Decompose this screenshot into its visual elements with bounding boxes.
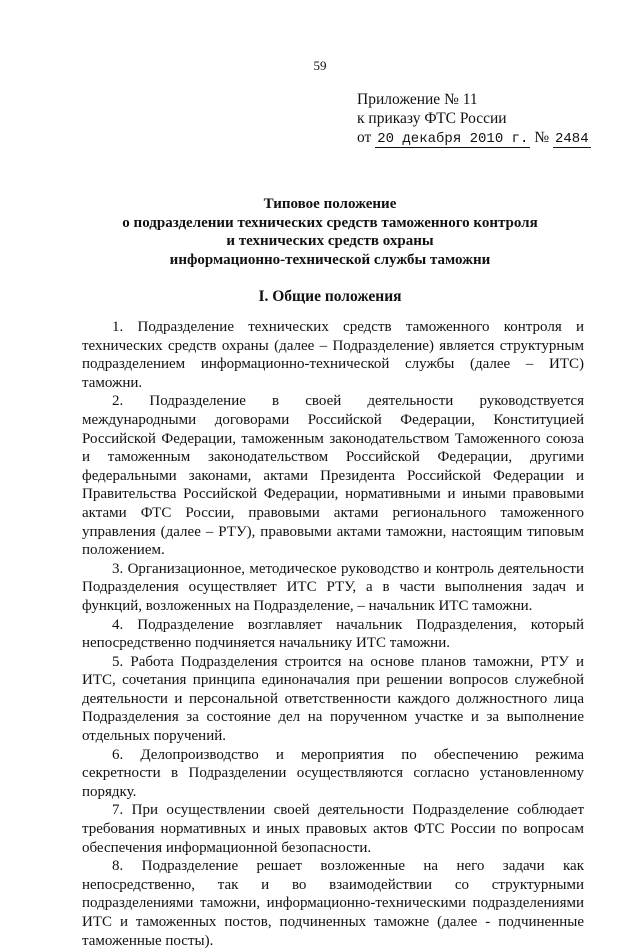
title-line-4: информационно-технической службы таможни — [169, 251, 491, 268]
page-number: 59 — [313, 58, 327, 73]
paragraph-8: 8. Подразделение решает возложенные на него задачи как непосредственно, так и во взаимодействии со структурными подразделениями таможни, информационно-техническими подразделениями ИТС и таможенных постов, подчиненных таможне (далее - подчиненные таможенные посты). — [82, 858, 584, 949]
order-date: 20 декабря 2010 г. — [377, 131, 529, 147]
paragraph-6: 6. Делопроизводство и мероприятия по обеспечению режима секретности в Подразделении осуществляются согласно установленному порядку. — [82, 746, 584, 800]
body-text — [82, 318, 584, 950]
paragraph-4: 4. Подразделение возглавляет начальник Подразделения, который непосредственно подчиняется начальнику ИТС таможни. — [82, 616, 584, 652]
paragraph-7: 7. При осуществлении своей деятельности Подразделение соблюдает требования нормативных и иных правовых актов ФТС России по вопросам обеспечения информационной безопасности. — [82, 802, 584, 856]
paragraph-1: 1. Подразделение технических средств таможенного контроля и технических средств охраны (далее – Подразделение) является структурным подразделением информационно-технической службы (далее – ИТС) таможни. — [82, 319, 584, 391]
order-number: 2484 — [554, 131, 589, 147]
title-line-3: и технических средств охраны — [226, 233, 434, 249]
date-prefix: от — [357, 129, 372, 146]
paragraph-5: 5. Работа Подразделения строится на основе планов таможни, РТУ и ИТС, сочетания принципа единоначалия при решении вопросов служебной деятельности и персональной ответственности каждого должностного лица Подразделения за состояние дел на порученном участке и за выполнение отдельных поручений. — [82, 653, 584, 745]
appendix-order-ref: к приказу ФТС России — [357, 110, 507, 127]
appendix-title: Приложение № 11 — [357, 91, 478, 108]
appendix-block — [357, 90, 591, 148]
document-title — [60, 195, 600, 269]
section-heading: I. Общие положения — [258, 288, 402, 305]
paragraph-2: 2. Подразделение в своей деятельности руководствуется международными договорами Российской Федерации, Конституцией Российской Федерации, таможенным законодательством Таможенного союза и таможенным законодательством Российской Федерации, другими федеральными законами, актами Президента Российской Федерации и Правительства Российской Федерации, нормативными и иными правовыми актами ФТС России, правовыми актами регионального таможенного управления (далее – РТУ), правовыми актами таможни, настоящим типовым положением. — [82, 393, 584, 559]
title-line-1: Типовое положение — [263, 196, 397, 212]
appendix-date-line — [357, 128, 591, 148]
number-prefix: № — [534, 129, 550, 146]
title-line-2: о подразделении технических средств таможенного контроля — [122, 214, 538, 231]
paragraph-3: 3. Организационное, методическое руководство и контроль деятельности Подразделения осуществляет ИТС РТУ, а в части выполнения задач и функций, возложенных на Подразделение, – начальник ИТС таможни. — [82, 560, 584, 614]
